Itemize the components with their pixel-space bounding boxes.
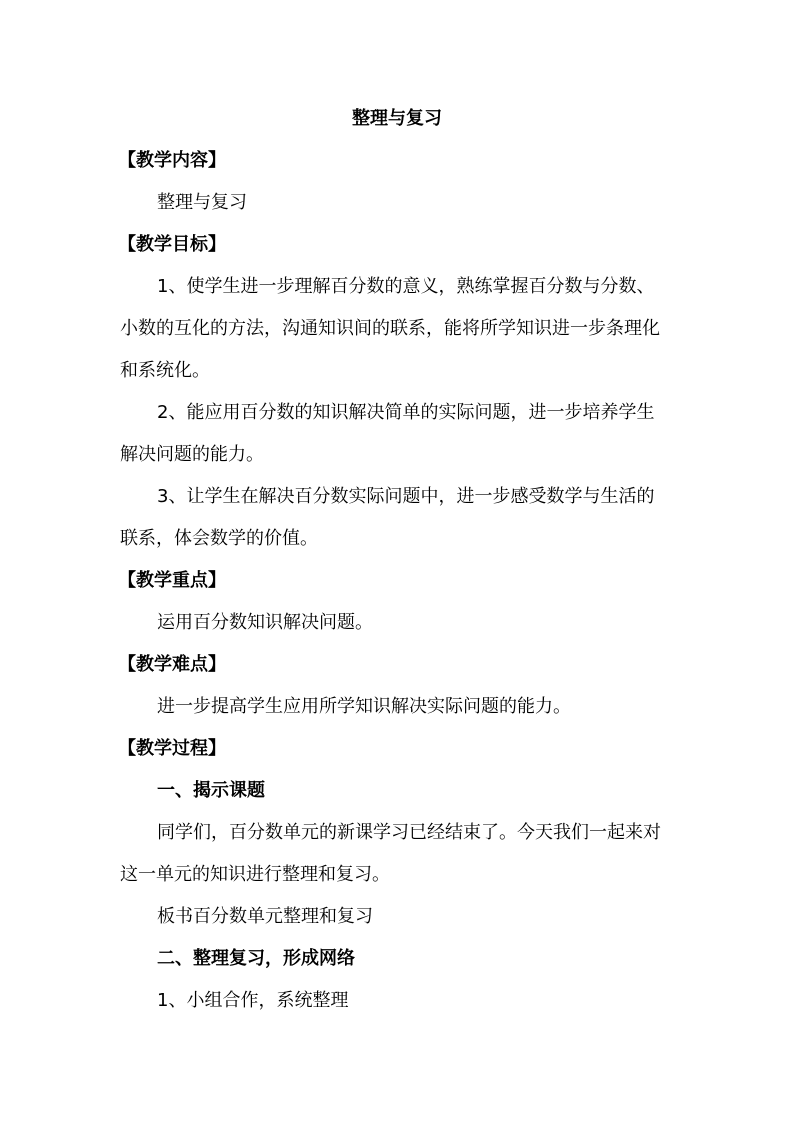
process-part-1-line-1: 同学们，百分数单元的新课学习已经结束了。今天我们一起来对 <box>157 822 661 843</box>
process-part-2-item-1: 1、小组合作，系统整理 <box>157 990 349 1011</box>
heading-teaching-content: 【教学内容】 <box>118 150 226 171</box>
document-title: 整理与复习 <box>352 108 442 129</box>
process-part-2-title: 二、整理复习，形成网络 <box>157 948 355 969</box>
heading-teaching-goals: 【教学目标】 <box>118 234 226 255</box>
process-part-1-title: 一、揭示课题 <box>157 780 265 801</box>
teaching-content-text: 整理与复习 <box>157 192 247 213</box>
process-part-1-line-2: 这一单元的知识进行整理和复习。 <box>120 864 390 885</box>
process-board-text: 板书百分数单元整理和复习 <box>157 906 373 927</box>
heading-teaching-process: 【教学过程】 <box>118 738 226 759</box>
goal-3-line-1: 3、让学生在解决百分数实际问题中，进一步感受数学与生活的 <box>157 486 655 507</box>
key-point-text: 运用百分数知识解决问题。 <box>157 612 373 633</box>
difficulty-text: 进一步提高学生应用所学知识解决实际问题的能力。 <box>157 696 571 717</box>
goal-2-line-1: 2、能应用百分数的知识解决简单的实际问题，进一步培养学生 <box>157 402 655 423</box>
goal-1-line-1: 1、使学生进一步理解百分数的意义，熟练掌握百分数与分数、 <box>157 276 655 297</box>
heading-difficulty: 【教学难点】 <box>118 654 226 675</box>
heading-key-point: 【教学重点】 <box>118 570 226 591</box>
goal-3-line-2: 联系，体会数学的价值。 <box>120 528 318 549</box>
goal-1-line-2: 小数的互化的方法，沟通知识间的联系，能将所学知识进一步条理化 <box>120 318 660 339</box>
goal-2-line-2: 解决问题的能力。 <box>120 444 264 465</box>
goal-1-line-3: 和系统化。 <box>120 360 210 381</box>
